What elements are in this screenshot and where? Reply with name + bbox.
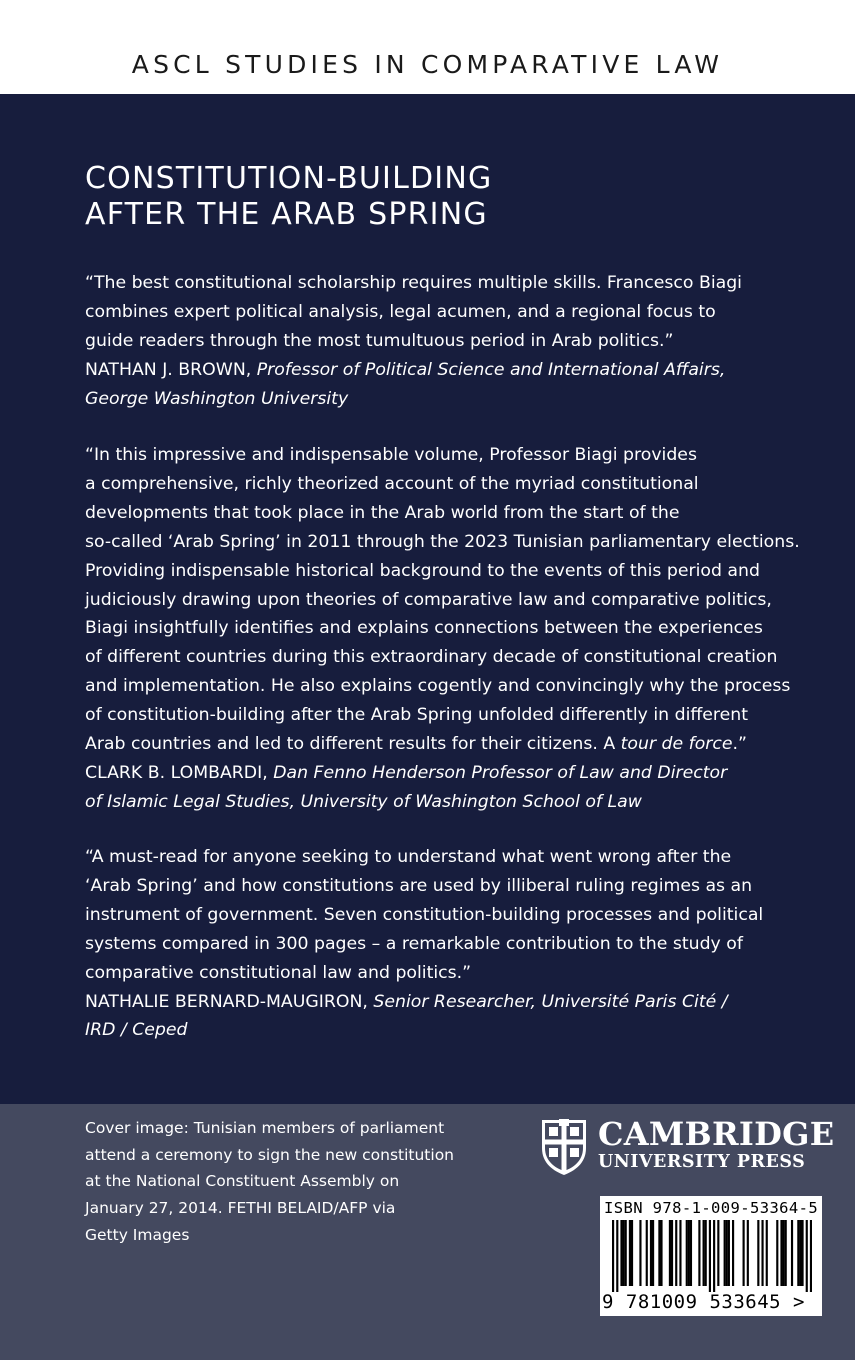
barcode-bar [761,1220,763,1286]
barcode-bar [801,1220,803,1286]
endorser-affiliation: George Washington University [85,388,349,409]
barcode-bar [660,1220,662,1286]
endorser-line [85,759,825,788]
barcode-bar [686,1220,688,1286]
publisher-subtitle: UNIVERSITY PRESS [598,1152,806,1172]
barcode-bar [625,1220,627,1286]
quote-line: Providing indispensable historical background to the events of this period and [85,560,760,581]
book-title-line: CONSTITUTION-BUILDING [85,161,493,196]
barcode-bar [724,1220,726,1286]
barcode-bar [732,1220,734,1286]
barcode-bar [766,1220,768,1286]
endorser-affiliation: Senior Researcher, Université Paris Cité / [373,991,728,1012]
barcode-bar [726,1220,728,1286]
endorser-line [85,356,825,385]
barcode-bar [688,1220,690,1286]
quote-line [85,730,825,759]
barcode-bar [690,1220,692,1286]
barcode [612,1220,812,1292]
endorser-affiliation: of Islamic Legal Studies, University of Washington School of Law [85,791,642,812]
publisher-name: CAMBRIDGE [598,1115,835,1153]
endorser-name: NATHALIE BERNARD-MAUGIRON, [85,991,368,1012]
barcode-bar [616,1220,618,1292]
barcode-bar [709,1220,711,1292]
series-band [0,0,855,94]
quote-text: Arab countries and led to different results for their citizens. A [85,734,621,755]
barcode-bar [620,1220,622,1286]
barcode-bar [675,1220,677,1286]
endorsement-bernard-maugiron [85,843,825,1045]
barcode-bar [797,1220,799,1286]
barcode-bar [791,1220,793,1286]
quote-line: combines expert political analysis, legal acumen, and a regional focus to [85,301,716,322]
barcode-bar [658,1220,660,1286]
book-title-line: AFTER THE ARAB SPRING [85,197,488,232]
endorser-affiliation: Professor of Political Science and International Affairs, [256,359,726,380]
endorser-affiliation: Dan Fenno Henderson Professor of Law and Director [273,762,728,783]
barcode-bar [612,1220,614,1292]
quote-line: instrument of government. Seven constitution-building processes and political [85,904,764,925]
book-title [85,161,492,233]
quote-line: of different countries during this extraordinary decade of constitutional creation [85,647,778,668]
cover-image-credit [85,1115,485,1249]
endorser-affiliation: IRD / Ceped [85,1020,188,1041]
barcode-bar [810,1220,812,1292]
quote-line: Biagi insightfully identifies and explains connections between the experiences [85,618,763,639]
credit-line: January 27, 2014. FETHI BELAID/AFP via [85,1199,396,1218]
barcode-bar [713,1220,715,1292]
endorser-affiliation-line [85,788,825,817]
endorser-affiliation-line [85,385,825,414]
barcode-bar [806,1220,808,1292]
publisher-logo [598,1116,835,1172]
quote-line: guide readers through the most tumultuous period in Arab politics.” [85,330,674,351]
barcode-digits: 9 781009 533645 > [602,1291,805,1313]
barcode-bar [679,1220,681,1286]
barcode-bar [669,1220,671,1286]
quote-line: “A must-read for anyone seeking to understand what went wrong after the [85,847,732,867]
barcode-bar [629,1220,631,1286]
barcode-bar [652,1220,654,1286]
quote-line: “The best constitutional scholarship requires multiple skills. Francesco Biagi [85,273,742,293]
barcode-bar [757,1220,759,1286]
quote-italic: tour de force [620,734,733,755]
quote-line: a comprehensive, richly theorized account of the myriad constitutional [85,473,699,494]
quote-line: comparative constitutional law and politics.” [85,962,472,983]
barcode-bar [799,1220,801,1286]
quote-line: and implementation. He also explains cogently and convincingly why the process [85,676,791,697]
barcode-bar [743,1220,745,1286]
barcode-bar [646,1220,648,1286]
endorsement-brown [85,269,825,414]
barcode-bar [671,1220,673,1286]
quote-line: “In this impressive and indispensable volume, Professor Biagi provides [85,445,697,465]
isbn-label: ISBN 978-1-009-53364-5 [604,1199,819,1217]
barcode-bar [623,1220,625,1286]
cambridge-shield-icon [540,1118,588,1176]
barcode-bar [785,1220,787,1286]
series-title: ASCL STUDIES IN COMPARATIVE LAW [131,50,724,79]
barcode-bar [650,1220,652,1286]
barcode-bar [639,1220,641,1286]
quote-line: developments that took place in the Arab world from the start of the [85,502,680,523]
barcode-bar [728,1220,730,1286]
credit-line: Cover image: Tunisian members of parliament [85,1119,445,1137]
endorser-name: CLARK B. LOMBARDI, [85,762,268,783]
credit-line: attend a ceremony to sign the new constitution [85,1145,455,1164]
barcode-bar [717,1220,719,1286]
quote-line: systems compared in 300 pages – a remarkable contribution to the study of [85,933,743,954]
barcode-bar [698,1220,700,1286]
endorser-line [85,988,825,1017]
endorser-name: NATHAN J. BROWN, [85,359,252,380]
barcode-bar [705,1220,707,1286]
credit-line: Getty Images [85,1225,190,1244]
quote-line: so-called ‘Arab Spring’ in 2011 through the 2023 Tunisian parliamentary elections. [85,531,800,552]
quote-line: judiciously drawing upon theories of comparative law and comparative politics, [85,589,772,610]
barcode-bar [747,1220,749,1286]
barcode-bar [783,1220,785,1286]
barcode-bar [780,1220,782,1286]
endorsement-lombardi [85,441,825,817]
quote-text: .” [732,734,747,755]
quote-line: of constitution-building after the Arab Spring unfolded differently in different [85,705,748,726]
barcode-bar [631,1220,633,1286]
barcode-bar [703,1220,705,1286]
credit-line: at the National Constituent Assembly on [85,1172,400,1191]
quote-line: ‘Arab Spring’ and how constitutions are used by illiberal ruling regimes as an [85,875,753,896]
endorser-affiliation-line [85,1016,825,1045]
barcode-bar [776,1220,778,1286]
